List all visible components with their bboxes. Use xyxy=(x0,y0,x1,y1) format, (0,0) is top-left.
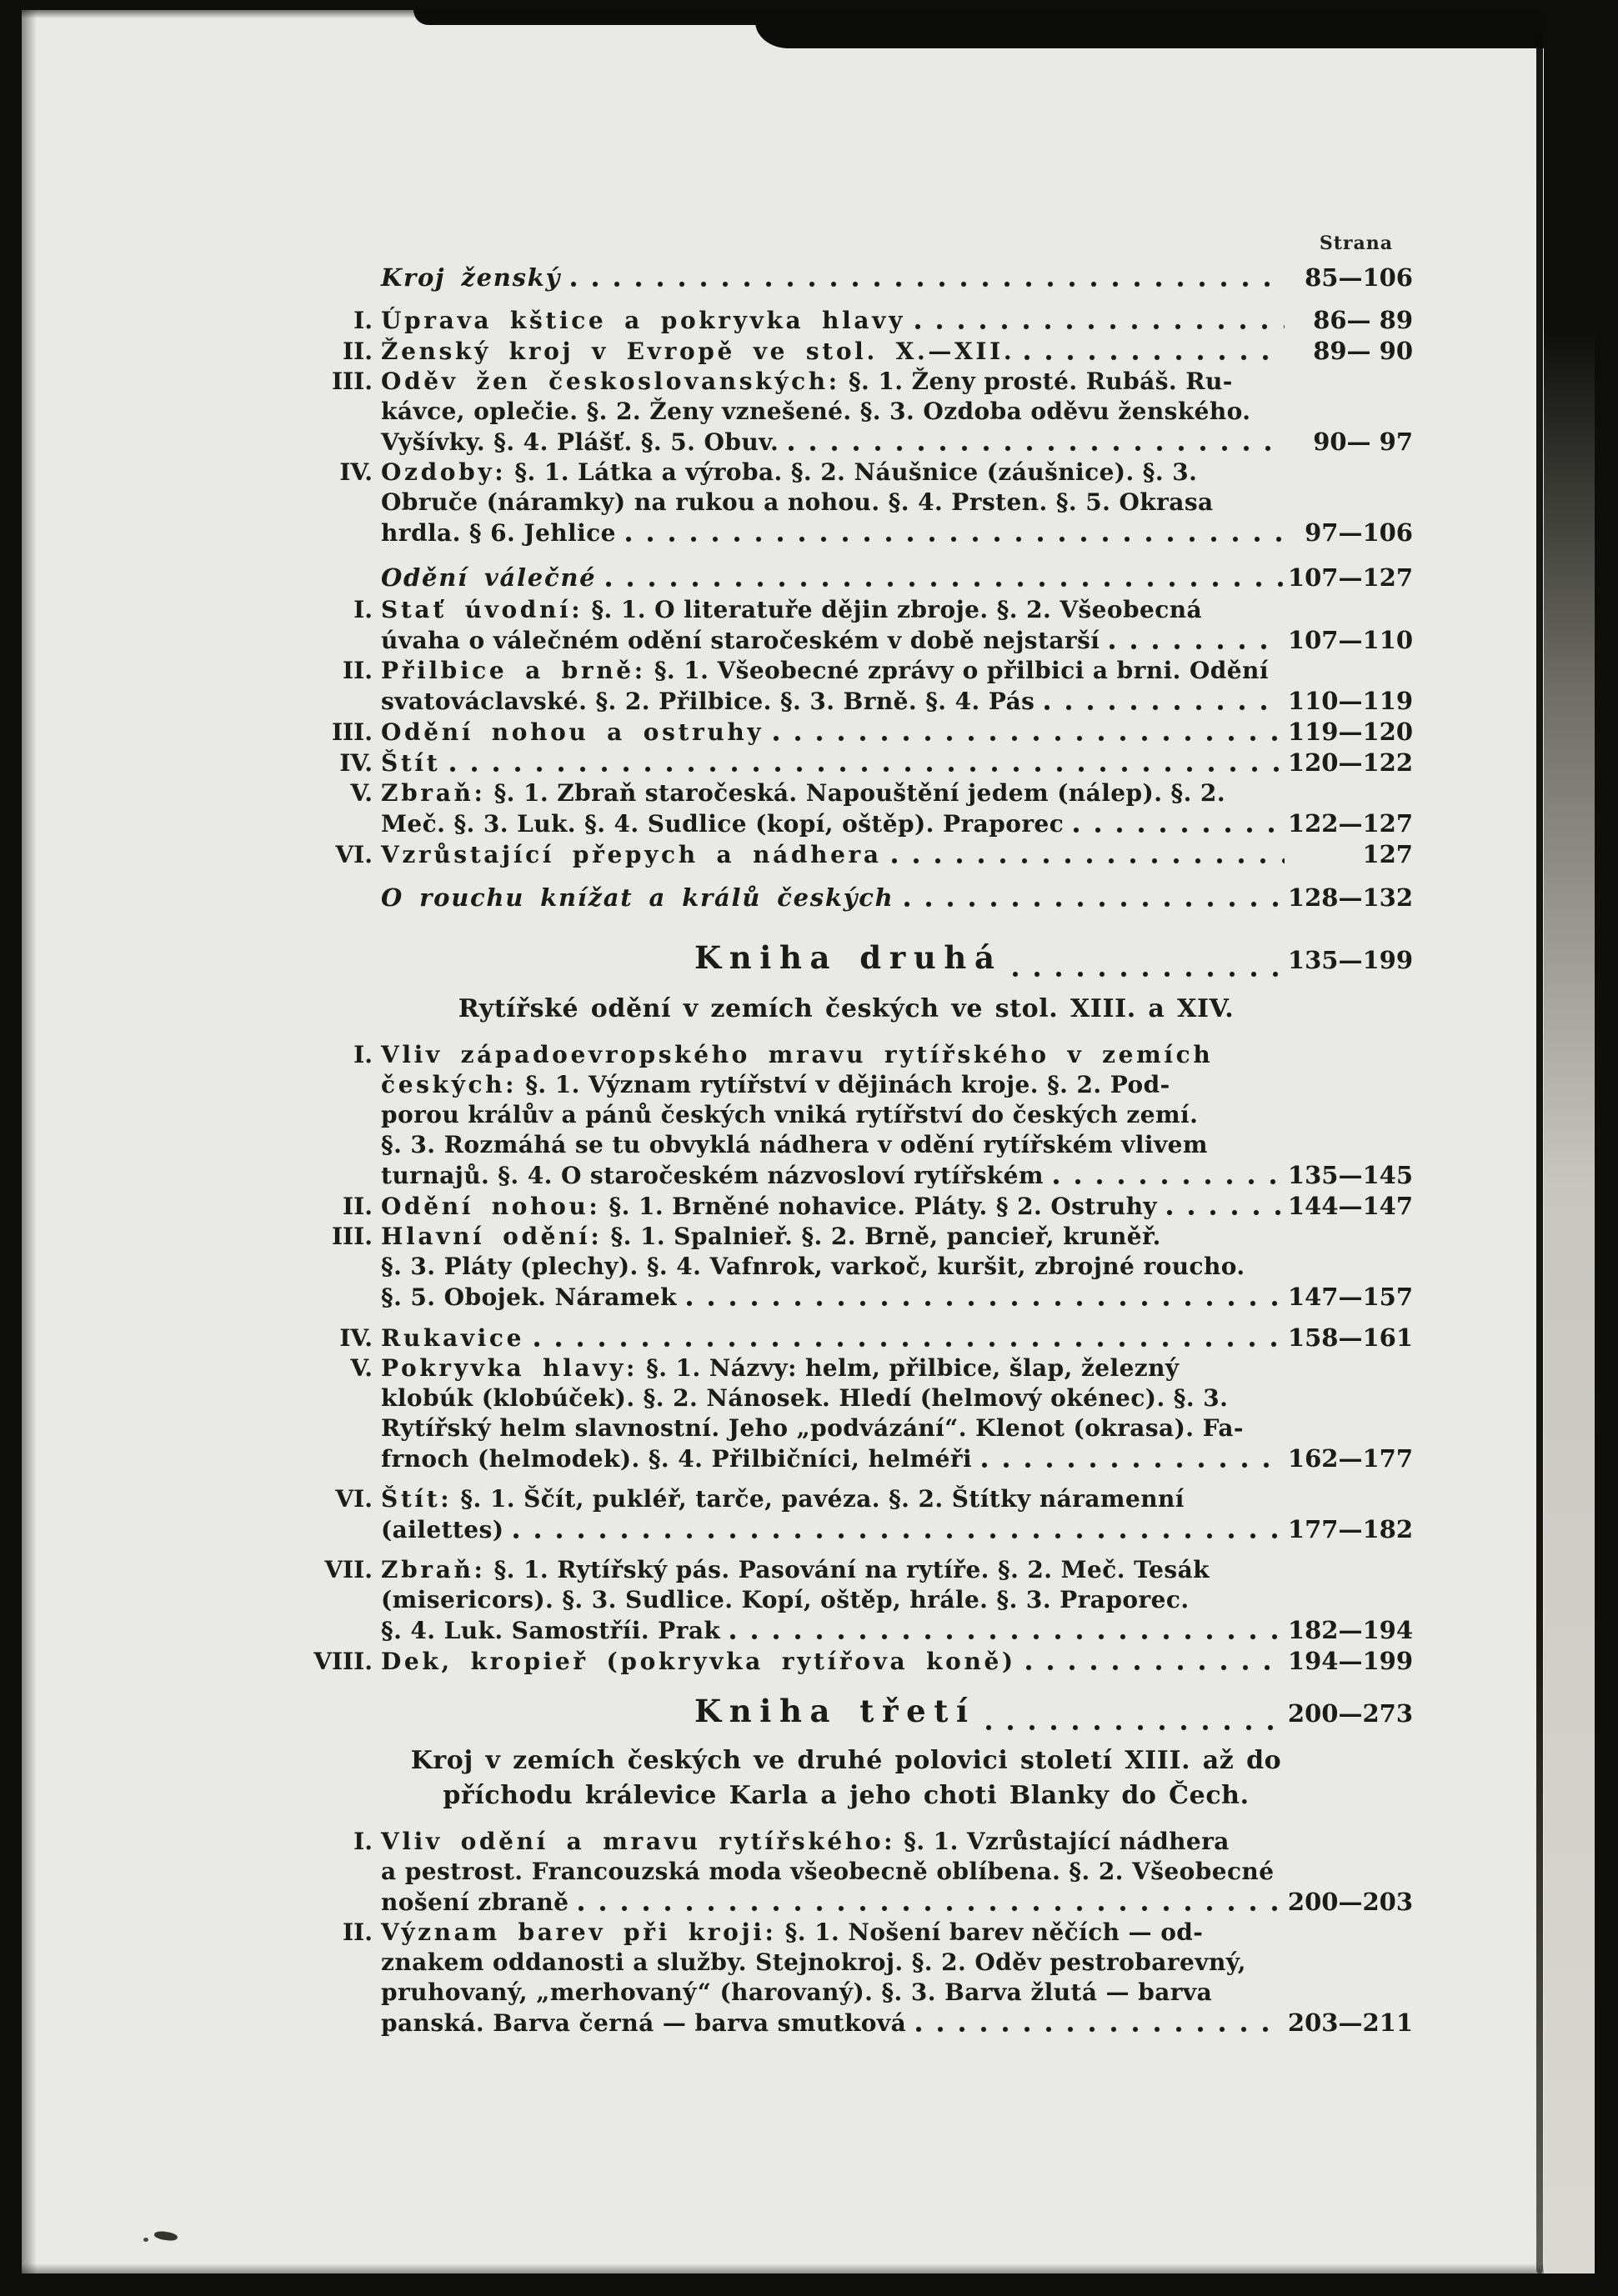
page-number: 107—127 xyxy=(1287,563,1413,592)
dot-leader xyxy=(774,735,1283,742)
toc-line-text xyxy=(694,935,1003,983)
scan-top-right-border xyxy=(755,10,1595,48)
toc-roman-numeral: I. xyxy=(353,1828,373,1855)
toc-section-title: O rouchu knížat a králů českých xyxy=(381,883,894,912)
page-number: 97—106 xyxy=(1305,518,1413,547)
toc-line-cont xyxy=(279,518,1413,548)
toc-line-text xyxy=(381,1484,1185,1514)
toc-line-text xyxy=(381,1192,1157,1222)
toc-line-cont xyxy=(279,1514,1413,1545)
page-number: 200—273 xyxy=(1287,1699,1413,1728)
dot-leader xyxy=(579,1905,1283,1912)
page-number: 119—120 xyxy=(1287,718,1413,746)
toc-entry-head: Ozdoby: xyxy=(381,458,507,486)
toc-line-cont xyxy=(279,397,1413,427)
toc-line-text xyxy=(381,778,1225,808)
toc-line-entry xyxy=(279,748,1413,778)
toc-line-text xyxy=(381,263,561,293)
book-title: Kniha třetí xyxy=(694,1693,976,1729)
dot-leader xyxy=(687,1300,1283,1307)
toc-entry-text: pruhovaný, „merhovaný“ (harovaný). §. 3. Barva žlutá — barva xyxy=(381,1978,1213,2006)
toc-roman-numeral: II. xyxy=(343,1918,373,1946)
toc-line-text xyxy=(381,1252,1245,1282)
toc-entry-head: Úprava kštice a pokryvka hlavy xyxy=(381,307,905,334)
toc-line-subtitle xyxy=(279,1743,1413,1778)
page-number: 135—145 xyxy=(1287,1161,1413,1189)
toc-line-text xyxy=(381,337,1014,367)
dot-leader xyxy=(1044,704,1283,711)
toc-entry-head: Vliv západoevropského mravu rytířského v zemích xyxy=(381,1041,1214,1068)
toc-line-cont xyxy=(279,1252,1413,1282)
toc-line-entry xyxy=(279,1918,1413,1948)
page-number: 127 xyxy=(1362,840,1413,868)
toc-line-cont xyxy=(279,1585,1413,1615)
toc-line-text xyxy=(381,1888,569,1918)
toc-entry-text: Obruče (náramky) na rukou a nohou. §. 4. Prsten. §. 5. Okrasa xyxy=(381,488,1214,516)
toc-entry-text: §. 1. Spalnieř. §. 2. Brně, pancieř, kruněř. xyxy=(602,1223,1161,1250)
toc-entry-head: Oděv žen českoslovanských: xyxy=(381,368,840,395)
toc-line-text xyxy=(381,809,1064,839)
toc-subtitle-text: příchodu králevice Karla a jeho choti Blanky do Čech. xyxy=(443,1781,1250,1810)
toc-entry-text: hrdla. § 6. Jehlice xyxy=(381,519,616,547)
dot-leader xyxy=(606,581,1283,588)
toc-entry-text: porou králův a pánů českých vniká rytířství do českých zemí. xyxy=(381,1101,1199,1128)
toc-line-cont xyxy=(279,808,1413,839)
toc-line-cont xyxy=(279,1978,1413,2008)
page-bottom-edge-shadow xyxy=(22,2263,1595,2273)
dot-leader xyxy=(534,1341,1283,1348)
page-column-header: Strana xyxy=(1319,233,1393,254)
toc-line-italic xyxy=(279,883,1413,913)
toc-entry-text: §. 3. Rozmáhá se tu obvyklá nádhera v odění rytířském vlivem xyxy=(381,1131,1208,1158)
toc-line-entry xyxy=(279,1040,1413,1070)
toc-entry-text: (misericors). §. 3. Sudlice. Kopí, oštěp, hrále. §. 3. Praporec. xyxy=(381,1586,1190,1613)
toc-line-cont xyxy=(279,1383,1413,1413)
toc-entry-head: Přilbice a brně: xyxy=(381,657,646,684)
toc-line-cont xyxy=(279,1615,1413,1646)
dot-leader xyxy=(450,766,1283,773)
toc-line-text xyxy=(381,1353,1180,1383)
toc-line-entry xyxy=(279,717,1413,748)
toc-line-entry xyxy=(279,1646,1413,1677)
dot-leader xyxy=(1110,643,1283,650)
toc-line-cont xyxy=(279,1100,1413,1130)
toc-entry-head: Zbraň: xyxy=(381,1556,486,1583)
toc-line-cont xyxy=(279,1282,1413,1313)
toc-line-text xyxy=(381,1585,1190,1615)
toc-line-text xyxy=(381,518,616,548)
toc-entry-text: úvaha o válečném odění staročeském v době nejstarší xyxy=(381,627,1100,654)
toc-entry-head: Vliv odění a mravu rytířského: xyxy=(381,1828,896,1855)
toc-line-entry xyxy=(279,595,1413,625)
dot-leader xyxy=(892,858,1285,864)
toc-entry-text: (ailettes) xyxy=(381,1516,504,1543)
toc-entry-text: §. 1. Všeobecné zprávy o přilbici a brni. Odění xyxy=(645,657,1269,684)
page-number: 90— 97 xyxy=(1313,428,1413,456)
toc-entry-text: §. 4. Luk. Samostříi. Prak xyxy=(381,1617,721,1644)
page-number: 120—122 xyxy=(1287,748,1413,777)
toc-entry-text: frnoch (helmodek). §. 4. Přilbičníci, helméři xyxy=(381,1445,973,1473)
dot-leader xyxy=(1167,1209,1283,1216)
toc-entry-head: Štít xyxy=(381,749,441,777)
toc-line-entry xyxy=(279,1555,1413,1585)
toc-subtitle-text: Rytířské odění v zemích českých ve stol. XIII. a XIV. xyxy=(458,994,1235,1023)
dot-leader xyxy=(571,281,1285,288)
toc-line-cont xyxy=(279,1070,1413,1100)
toc-line-subtitle xyxy=(279,1778,1413,1813)
toc-roman-numeral: V. xyxy=(350,779,373,807)
toc-line-text xyxy=(381,595,1202,625)
toc-entry-head: Hlavní odění: xyxy=(381,1223,603,1250)
toc-entry-head: Odění nohou: xyxy=(381,1193,601,1220)
toc-entry-head: Stať úvodní: xyxy=(381,596,584,623)
toc-roman-numeral: IV. xyxy=(339,458,373,486)
toc-line-entry xyxy=(279,367,1413,397)
toc-entry-text: §. 1. Ščít, pukléř, tarče, pavéza. §. 2. Štítky náramenní xyxy=(452,1485,1185,1513)
page-number: 85—106 xyxy=(1305,263,1413,292)
toc-section-title: Kroj ženský xyxy=(381,263,562,292)
toc-line-cont xyxy=(279,427,1413,458)
toc-line-italic xyxy=(279,263,1413,293)
toc-section-title: Odění válečné xyxy=(381,563,597,592)
toc-line-text xyxy=(381,2008,906,2038)
toc-line-text xyxy=(381,1555,1210,1585)
dot-leader xyxy=(1054,1178,1283,1185)
toc-line-cont xyxy=(279,1948,1413,1978)
toc-line-cont xyxy=(279,1160,1413,1191)
toc-entry-head: českých: xyxy=(381,1071,518,1098)
toc-line-cont xyxy=(279,488,1413,518)
toc-line-entry xyxy=(279,336,1413,367)
dot-leader xyxy=(789,445,1285,452)
dot-leader xyxy=(626,536,1285,543)
toc-entry-text: Rytířský helm slavnostní. Jeho „podvázání“. Klenot (okrasa). Fa- xyxy=(381,1414,1244,1442)
toc-line-text xyxy=(381,488,1214,518)
toc-line-text xyxy=(381,1978,1212,2008)
toc-entry-text: §. 1. Ženy prosté. Rubáš. Ru- xyxy=(839,368,1233,395)
toc-line-text xyxy=(381,840,882,870)
toc-entry-text: §. 1. Nošení barev něčích — od- xyxy=(776,1918,1204,1946)
dot-leader xyxy=(1074,827,1283,833)
toc-roman-numeral: V. xyxy=(350,1354,373,1382)
toc-roman-numeral: II. xyxy=(343,1193,373,1220)
toc-line-text xyxy=(381,1100,1198,1130)
toc-entry-text: a pestrost. Francouzská moda všeobecně oblíbena. §. 2. Všeobecné xyxy=(381,1858,1275,1885)
toc-entry-head: Rukavice xyxy=(381,1324,525,1352)
toc-line-cont xyxy=(279,1413,1413,1443)
toc-roman-numeral: I. xyxy=(353,307,373,334)
toc-roman-numeral: VIII. xyxy=(313,1648,373,1675)
toc-line-cont xyxy=(279,1443,1413,1474)
toc-line-book xyxy=(279,1688,1413,1737)
dot-leader xyxy=(982,1462,1283,1468)
toc-line-text xyxy=(381,1616,720,1646)
toc-entry-head: Vzrůstající přepych a nádhera xyxy=(381,841,882,868)
dot-leader xyxy=(1026,1664,1283,1671)
toc-line-cont xyxy=(279,686,1413,717)
toc-entry-text: znakem oddanosti a služby. Stejnokroj. §. 2. Oděv pestrobarevný, xyxy=(381,1948,1246,1976)
toc-line-entry xyxy=(279,1191,1413,1222)
toc-line-text xyxy=(381,458,1197,488)
dot-leader xyxy=(916,2026,1283,2033)
dot-leader xyxy=(904,901,1283,908)
toc-line-text xyxy=(381,1857,1274,1887)
toc-entry-text: §. 1. O literatuře dějin zbroje. §. 2. Všeobecná xyxy=(583,596,1203,623)
toc-roman-numeral: I. xyxy=(353,596,373,623)
page-number: 107—110 xyxy=(1287,626,1413,654)
toc-entry-text: §. 1. Rytířský pás. Pasování na rytíře. §. 2. Meč. Tesák xyxy=(485,1556,1210,1583)
toc-line-text xyxy=(381,1130,1208,1160)
scan-top-border-step xyxy=(413,10,780,25)
page-number: 86— 89 xyxy=(1313,306,1413,334)
toc-roman-numeral: III. xyxy=(331,1223,373,1250)
toc-entry-text: klobúk (klobúček). §. 2. Nánosek. Hledí (helmový okénec). §. 3. xyxy=(381,1384,1229,1412)
toc-line-text xyxy=(381,748,440,778)
page-number: 128—132 xyxy=(1287,883,1413,912)
toc-line-text xyxy=(381,397,1250,427)
toc-entry-text: nošení zbraně xyxy=(381,1888,569,1916)
toc-entry-text: §. 1. Látka a výroba. §. 2. Náušnice (záušnice). §. 3. xyxy=(506,458,1198,486)
toc-entry-head: Význam barev při kroji: xyxy=(381,1918,777,1946)
toc-line-text xyxy=(381,1283,677,1313)
toc-line-text xyxy=(381,563,596,593)
toc-entry-text: §. 3. Pláty (plechy). §. 4. Vafnrok, varkoč, kuršit, zbrojné roucho. xyxy=(381,1253,1245,1280)
toc-line-text xyxy=(381,1827,1230,1857)
page-number: 135—199 xyxy=(1287,946,1413,974)
toc-line-text xyxy=(381,718,764,748)
toc-line-book xyxy=(279,935,1413,983)
toc-roman-numeral: I. xyxy=(353,1041,373,1068)
toc-line-text xyxy=(381,1222,1161,1252)
toc-line-entry xyxy=(279,1484,1413,1514)
table-of-contents xyxy=(279,231,1413,2038)
toc-entry-head: Pokryvka hlavy: xyxy=(381,1354,638,1382)
toc-roman-numeral: VII. xyxy=(324,1556,373,1583)
toc-entry-head: Ženský kroj v Evropě ve stol. X.—XII. xyxy=(381,338,1015,365)
ink-smudge-dot xyxy=(143,2238,148,2242)
toc-entry-text: kávce, oplečie. §. 2. Ženy vznešené. §. 3. Ozdoba oděvu ženského. xyxy=(381,398,1251,425)
toc-line-text xyxy=(381,1161,1044,1191)
page-number: 162—177 xyxy=(1287,1444,1413,1473)
page-right-margin-strip xyxy=(1544,10,1595,2273)
book-page xyxy=(22,10,1595,2273)
page-number: 147—157 xyxy=(1287,1283,1413,1311)
toc-line-subtitle xyxy=(279,992,1413,1027)
toc-roman-numeral: IV. xyxy=(339,1324,373,1352)
page-number: 203—211 xyxy=(1287,2008,1413,2037)
book-title: Kniha druhá xyxy=(694,939,1003,976)
toc-line-entry xyxy=(279,1827,1413,1857)
toc-line-text xyxy=(381,1918,1203,1948)
toc-line-text xyxy=(381,1647,1016,1677)
page-number: 89— 90 xyxy=(1313,337,1413,365)
toc-line-text xyxy=(381,1948,1246,1978)
toc-line-text xyxy=(381,626,1100,656)
toc-entry-text: §. 5. Obojek. Náramek xyxy=(381,1283,677,1311)
toc-line-cont xyxy=(279,2008,1413,2038)
toc-entry-text: Vyšívky. §. 4. Plášť. §. 5. Obuv. xyxy=(381,428,779,456)
toc-entry-text: Meč. §. 3. Luk. §. 4. Sudlice (kopí, oštěp). Praporec xyxy=(381,810,1064,838)
toc-roman-numeral: IV. xyxy=(339,749,373,777)
toc-entry-head: Odění nohou a ostruhy xyxy=(381,718,764,746)
toc-roman-numeral: VI. xyxy=(335,841,373,868)
toc-line-entry xyxy=(279,1353,1413,1383)
toc-line-entry xyxy=(279,305,1413,336)
dot-leader xyxy=(915,323,1285,330)
toc-line-text xyxy=(381,1413,1244,1443)
toc-line-text xyxy=(381,1323,524,1353)
toc-entry-head: Dek, kropieř (pokryvka rytířova koně) xyxy=(381,1648,1016,1675)
ink-smudge xyxy=(153,2230,178,2243)
toc-line-text xyxy=(381,656,1269,686)
toc-line-text xyxy=(381,428,779,458)
page-left-edge-shadow xyxy=(22,10,37,2273)
toc-line-cont xyxy=(279,1857,1413,1887)
toc-line-entry xyxy=(279,656,1413,686)
toc-line-text xyxy=(381,1515,503,1545)
toc-line-cont xyxy=(279,1887,1413,1918)
toc-rows xyxy=(279,263,1413,2038)
toc-line-text xyxy=(381,306,905,336)
page-number: 182—194 xyxy=(1287,1616,1413,1644)
toc-line-text xyxy=(381,1040,1213,1070)
toc-subtitle-text: Kroj v zemích českých ve druhé polovici století XIII. až do xyxy=(410,1746,1282,1775)
toc-entry-text: §. 1. Vzrůstající nádhera xyxy=(895,1828,1230,1855)
toc-line-entry xyxy=(279,1323,1413,1353)
toc-line-text xyxy=(381,687,1034,717)
toc-line-text xyxy=(381,1444,972,1474)
page-number: 194—199 xyxy=(1287,1647,1413,1675)
page-number: 122—127 xyxy=(1287,809,1413,838)
toc-line-entry xyxy=(279,778,1413,808)
toc-entry-text: §. 1. Názvy: helm, přilbice, šlap, železný xyxy=(637,1354,1180,1382)
toc-roman-numeral: II. xyxy=(343,657,373,684)
toc-line-entry xyxy=(279,458,1413,488)
toc-roman-numeral: III. xyxy=(331,368,373,395)
toc-line-italic xyxy=(279,563,1413,593)
toc-entry-text: svatováclavské. §. 2. Přilbice. §. 3. Brně. §. 4. Pás xyxy=(381,688,1035,715)
page-number: 200—203 xyxy=(1287,1888,1413,1916)
toc-line-cont xyxy=(279,625,1413,656)
dot-leader xyxy=(513,1533,1283,1539)
toc-line-text xyxy=(381,883,894,913)
toc-entry-text: §. 1. Brněné nohavice. Pláty. § 2. Ostruhy xyxy=(600,1193,1158,1220)
toc-line-entry xyxy=(279,839,1413,870)
toc-line-cont xyxy=(279,1130,1413,1160)
page-number: 158—161 xyxy=(1287,1323,1413,1352)
toc-roman-numeral: III. xyxy=(331,718,373,746)
dot-leader xyxy=(730,1633,1283,1640)
toc-entry-text: §. 1. Význam rytířství v dějinách kroje. §. 2. Pod- xyxy=(517,1071,1170,1098)
dot-leader xyxy=(1013,971,1283,978)
dot-leader xyxy=(986,1724,1283,1731)
page-number: 177—182 xyxy=(1287,1515,1413,1543)
page-number: 110—119 xyxy=(1287,687,1413,715)
toc-entry-text: panská. Barva černá — barva smutková xyxy=(381,2009,907,2037)
toc-entry-head: Štít: xyxy=(381,1485,453,1513)
page-gutter-line xyxy=(1536,32,1543,2273)
toc-roman-numeral: II. xyxy=(343,338,373,365)
page-number: 144—147 xyxy=(1287,1192,1413,1220)
toc-roman-numeral: VI. xyxy=(335,1485,373,1513)
toc-entry-text: §. 1. Zbraň staročeská. Napouštění jedem (nálep). §. 2. xyxy=(485,779,1225,807)
toc-line-text xyxy=(381,1383,1228,1413)
toc-line-entry xyxy=(279,1222,1413,1252)
toc-line-text xyxy=(381,367,1233,397)
toc-line-text xyxy=(381,1070,1170,1100)
toc-line-text xyxy=(694,1688,976,1737)
dot-leader xyxy=(1024,354,1285,361)
toc-entry-head: Zbraň: xyxy=(381,779,486,807)
toc-entry-text: turnajů. §. 4. O staročeském názvosloví rytířském xyxy=(381,1162,1044,1189)
